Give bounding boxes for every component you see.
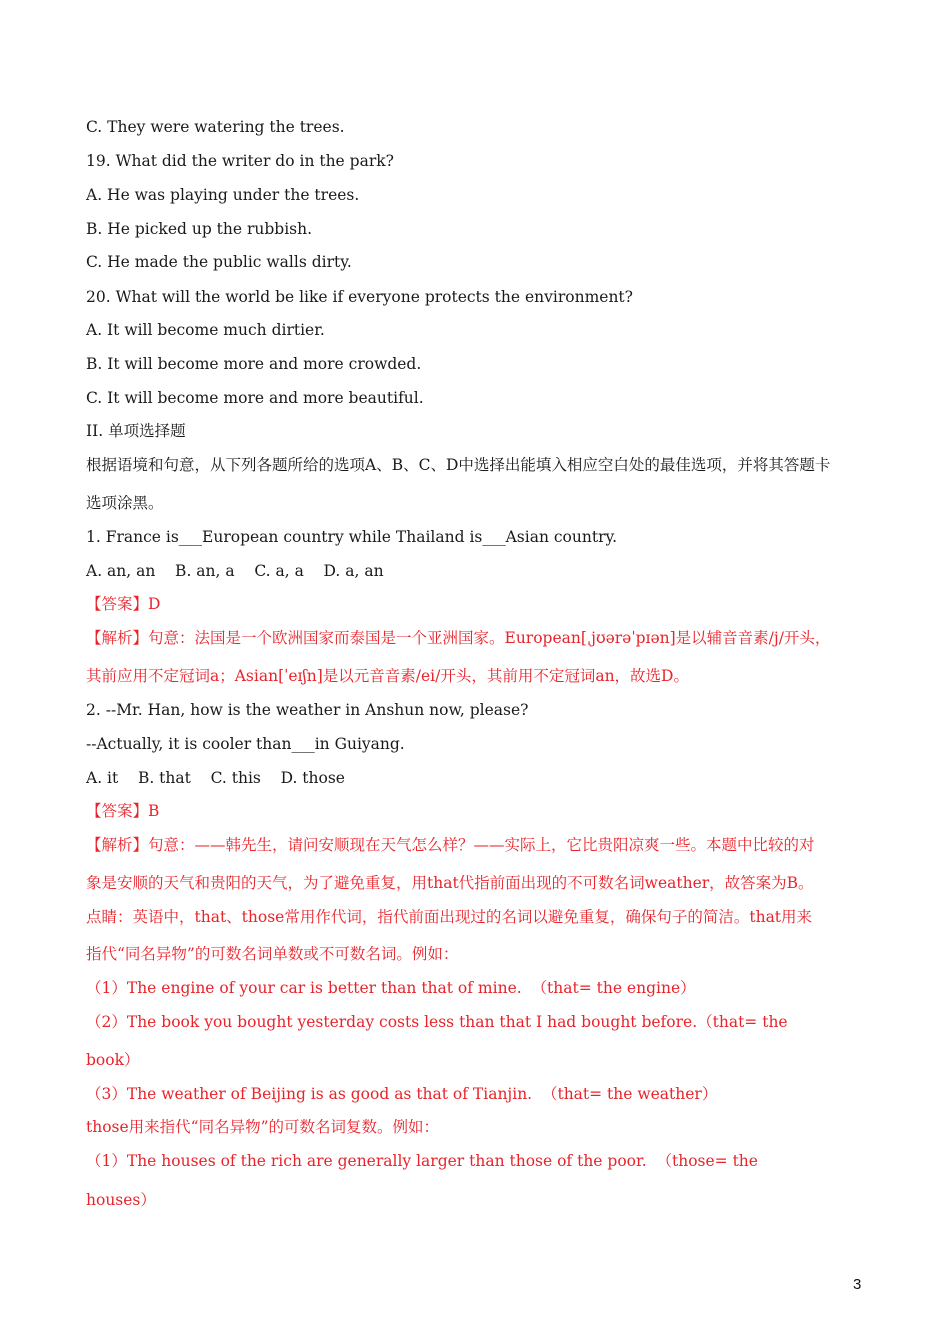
text-line: （1）The engine of your car is better than that of mine. （that= the engine）	[86, 979, 696, 997]
text-line: II. 单项选择题	[86, 422, 186, 440]
text-line: C. It will become more and more beautiful.	[86, 389, 424, 407]
text-line: 1. France is___European country while Thailand is___Asian country.	[86, 528, 618, 546]
text-line: C. They were watering the trees.	[86, 118, 345, 136]
page-number: 3	[853, 1276, 862, 1293]
text-line: B. It will become more and more crowded.	[86, 355, 422, 373]
text-line: 20. What will the world be like if everyone protects the environment?	[86, 288, 633, 306]
text-line: 【解析】句意：法国是一个欧洲国家而泰国是一个亚洲国家。European[ˌjʊərəˈpɪən]是以辅音音素/j/开头，	[86, 629, 831, 647]
text-line: C. He made the public walls dirty.	[86, 253, 352, 271]
text-line: 19. What did the writer do in the park?	[86, 152, 394, 170]
text-line: 根据语境和句意，从下列各题所给的选项A、B、C、D中选择出能填入相应空白处的最佳选项，并将其答题卡	[86, 456, 831, 474]
text-line: houses）	[86, 1191, 156, 1209]
text-line: （3）The weather of Beijing is as good as that of Tianjin. （that= the weather）	[86, 1085, 718, 1103]
text-line: A. He was playing under the trees.	[86, 186, 360, 204]
text-line: 象是安顺的天气和贵阳的天气，为了避免重复，用that代指前面出现的不可数名词weather，故答案为B。	[86, 874, 814, 892]
text-line: book）	[86, 1051, 140, 1069]
text-line: 选项涂黑。	[86, 494, 164, 512]
text-line: 指代“同名异物”的可数名词单数或不可数名词。例如：	[86, 945, 459, 963]
text-line: 其前应用不定冠词a；Asian[ˈeɪʃn]是以元音音素/ei/开头，其前用不定冠词an，故选D。	[86, 667, 689, 685]
text-line: A. an, an B. an, a C. a, a D. a, an	[86, 562, 384, 580]
text-line: 【答案】D	[86, 595, 161, 613]
text-line: （2）The book you bought yesterday costs less than that I had bought before.（that= the	[86, 1013, 788, 1031]
text-line: 2. --Mr. Han, how is the weather in Anshun now, please?	[86, 701, 529, 719]
text-line: A. It will become much dirtier.	[86, 321, 325, 339]
text-line: 点睛：英语中，that、those常用作代词，指代前面出现过的名词以避免重复，确保句子的简洁。that用来	[86, 908, 813, 926]
text-line: 【解析】句意：——韩先生，请问安顺现在天气怎么样？——实际上，它比贵阳凉爽一些。本题中比较的对	[86, 836, 815, 854]
text-line: B. He picked up the rubbish.	[86, 220, 313, 238]
text-line: --Actually, it is cooler than___in Guiyang.	[86, 735, 405, 753]
text-line: those用来指代“同名异物”的可数名词复数。例如：	[86, 1118, 440, 1136]
text-line: （1）The houses of the rich are generally larger than those of the poor. （those= the	[86, 1152, 758, 1170]
text-line: 【答案】B	[86, 802, 160, 820]
text-line: A. it B. that C. this D. those	[86, 769, 345, 787]
